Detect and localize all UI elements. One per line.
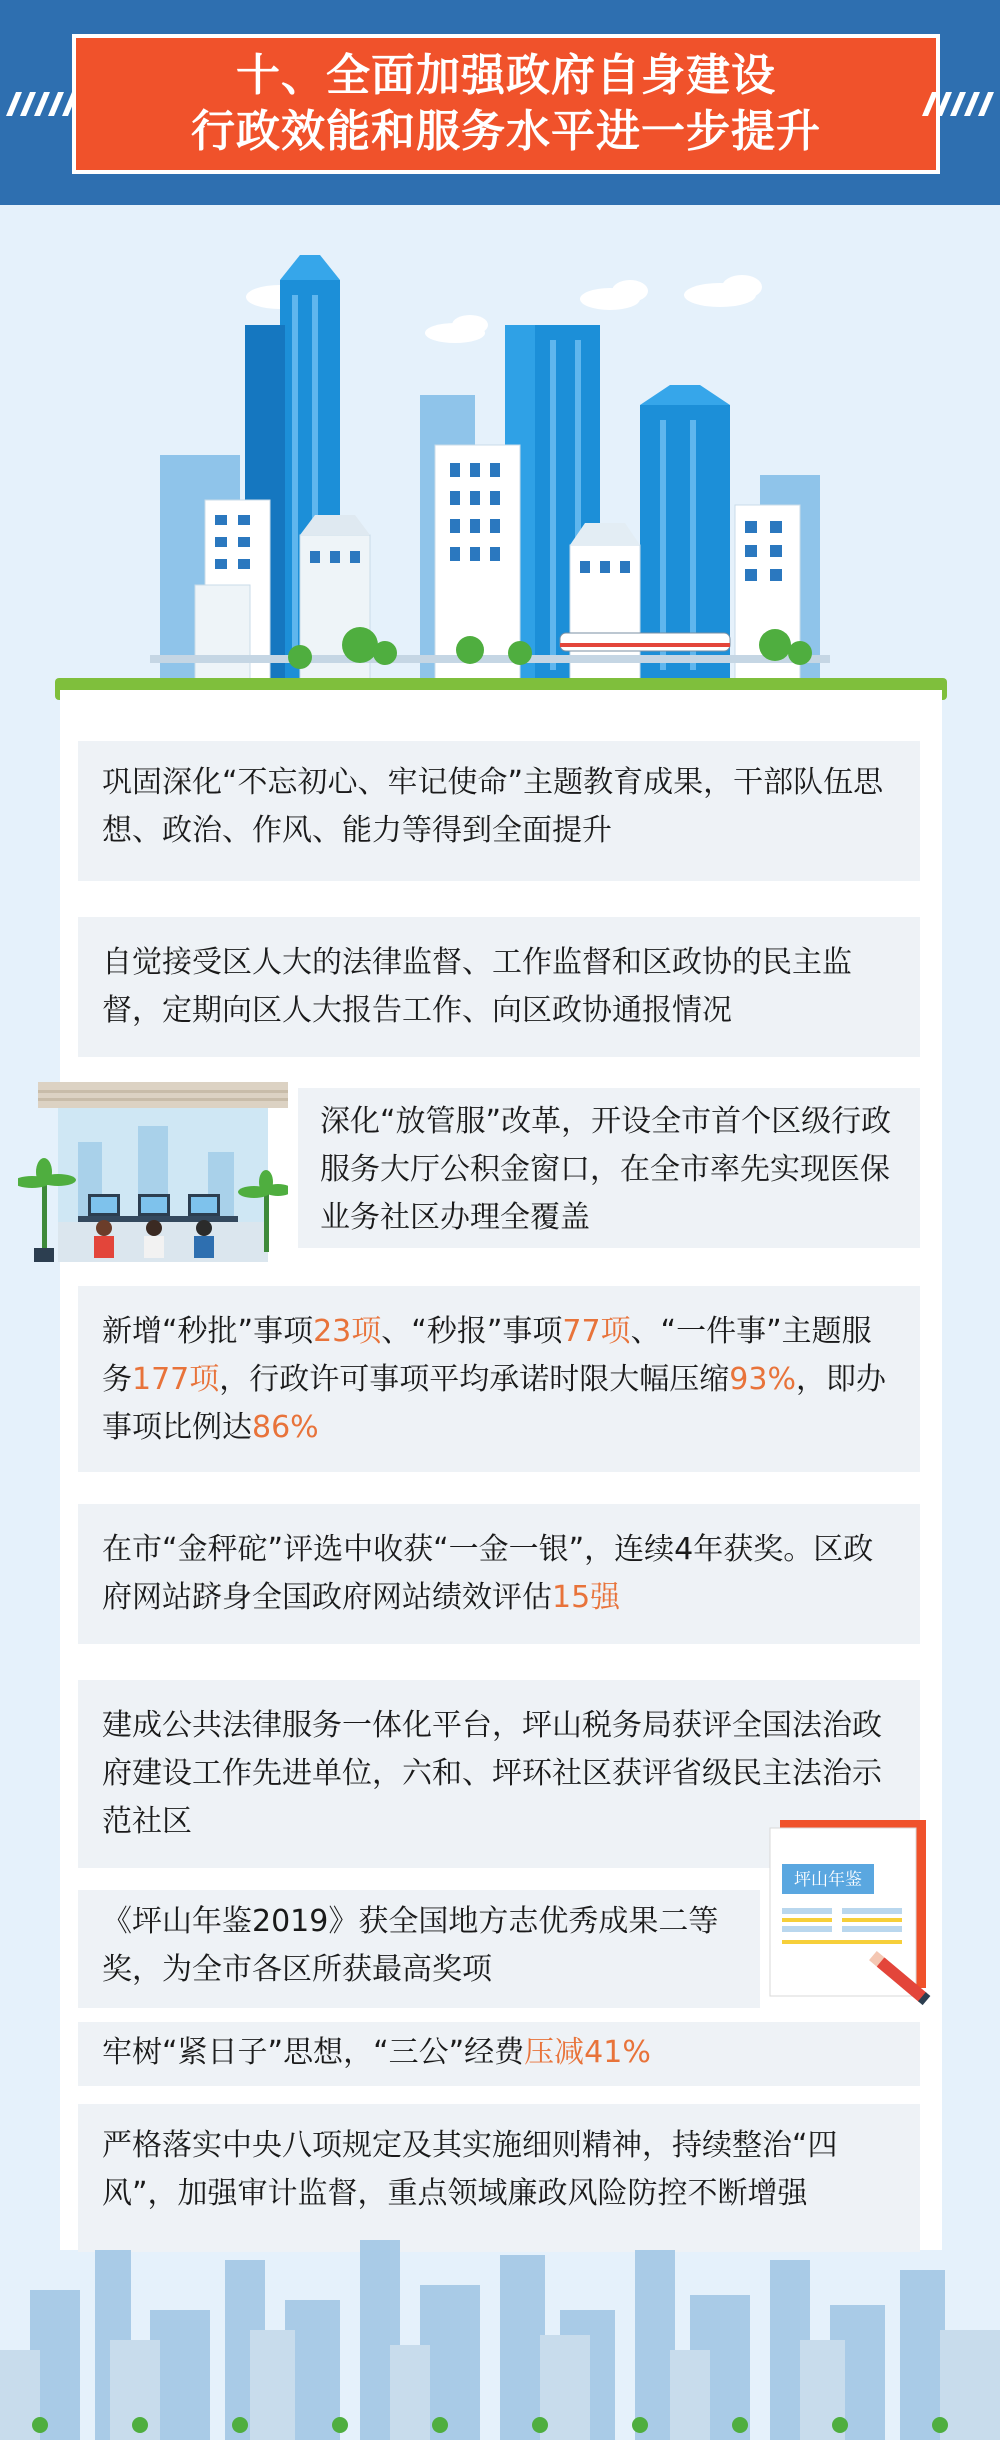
text-segment: 巩固深化“不忘初心、牢记使命”主题教育成果，干部队伍思想、政治、作风、能力等得到全面提升 [102,765,884,848]
text-segment: ，行政许可事项平均承诺时限大幅压缩 [219,1362,730,1397]
title-line-2: 行政效能和服务水平进一步提升 [191,106,821,157]
stripes-decoration [922,92,996,116]
highlight-figure: 177项 [132,1362,220,1397]
stripes-decoration [6,92,80,116]
highlight-figure: 15强 [552,1580,621,1615]
text-segment: 自觉接受区人大的法律监督、工作监督和区政协的民主监督，定期向区人大报告工作、向区政协通报情况 [102,945,852,1028]
achievement-card [78,1890,760,2008]
title-line-1: 十、全面加强政府自身建设 [236,50,776,101]
achievement-card [78,2022,920,2086]
achievement-text [102,765,883,848]
text-segment: 《坪山年鉴2019》获全国地方志优秀成果二等奖，为全市各区所获最高奖项 [102,1904,719,1987]
text-segment: 严格落实中央八项规定及其实施细则精神，持续整治“四风”，加强审计监督，重点领域廉政风险防控不断增强 [102,2128,838,2211]
text-segment: ，即办事项比例达 [102,1362,886,1445]
achievement-text [102,1314,886,1445]
highlight-figure: 23项 [313,1314,382,1349]
achievement-card [78,917,920,1057]
text-segment: 建成公共法律服务一体化平台，坪山税务局获评全国法治政府建设工作先进单位，六和、坪环社区获评省级民主法治示范社区 [102,1708,882,1839]
achievement-card [78,1286,920,1472]
city-skyline-illustration [0,205,1000,705]
achievement-text [320,1104,891,1235]
text-segment: 牢树“紧日子”思想，“三公”经费 [102,2035,525,2070]
section-title [72,34,940,174]
highlight-figure: 压减41% [524,2035,651,2070]
service-hall-illustration [18,1082,288,1262]
achievement-text [102,945,852,1028]
text-segment: 深化“放管服”改革，开设全市首个区级行政服务大厅公积金窗口，在全市率先实现医保业务社区办理全覆盖 [320,1104,892,1235]
text-segment: 新增“秒批”事项 [102,1314,314,1349]
achievement-text [102,2035,651,2070]
text-segment: 、“秒报”事项 [381,1314,563,1349]
highlight-figure: 77项 [562,1314,631,1349]
highlight-figure: 86% [252,1410,319,1445]
achievement-card [78,741,920,881]
achievement-text [102,2128,838,2211]
highlight-figure: 93% [729,1362,796,1397]
achievement-card [78,1504,920,1644]
header-band [0,0,1000,205]
achievement-card [298,1088,920,1248]
bottom-city-silhouette [0,2230,1000,2440]
achievement-text [102,1904,718,1987]
yearbook-illustration [762,1810,942,2010]
text-segment: 在市“金秤砣”评选中收获“一金一银”，连续4年获奖。区政府网站跻身全国政府网站绩效评估 [102,1532,874,1615]
text-segment: 、“一件事”主题服务 [102,1314,872,1397]
yearbook-label: 坪山年鉴 [794,1870,862,1890]
achievement-text [102,1532,873,1615]
